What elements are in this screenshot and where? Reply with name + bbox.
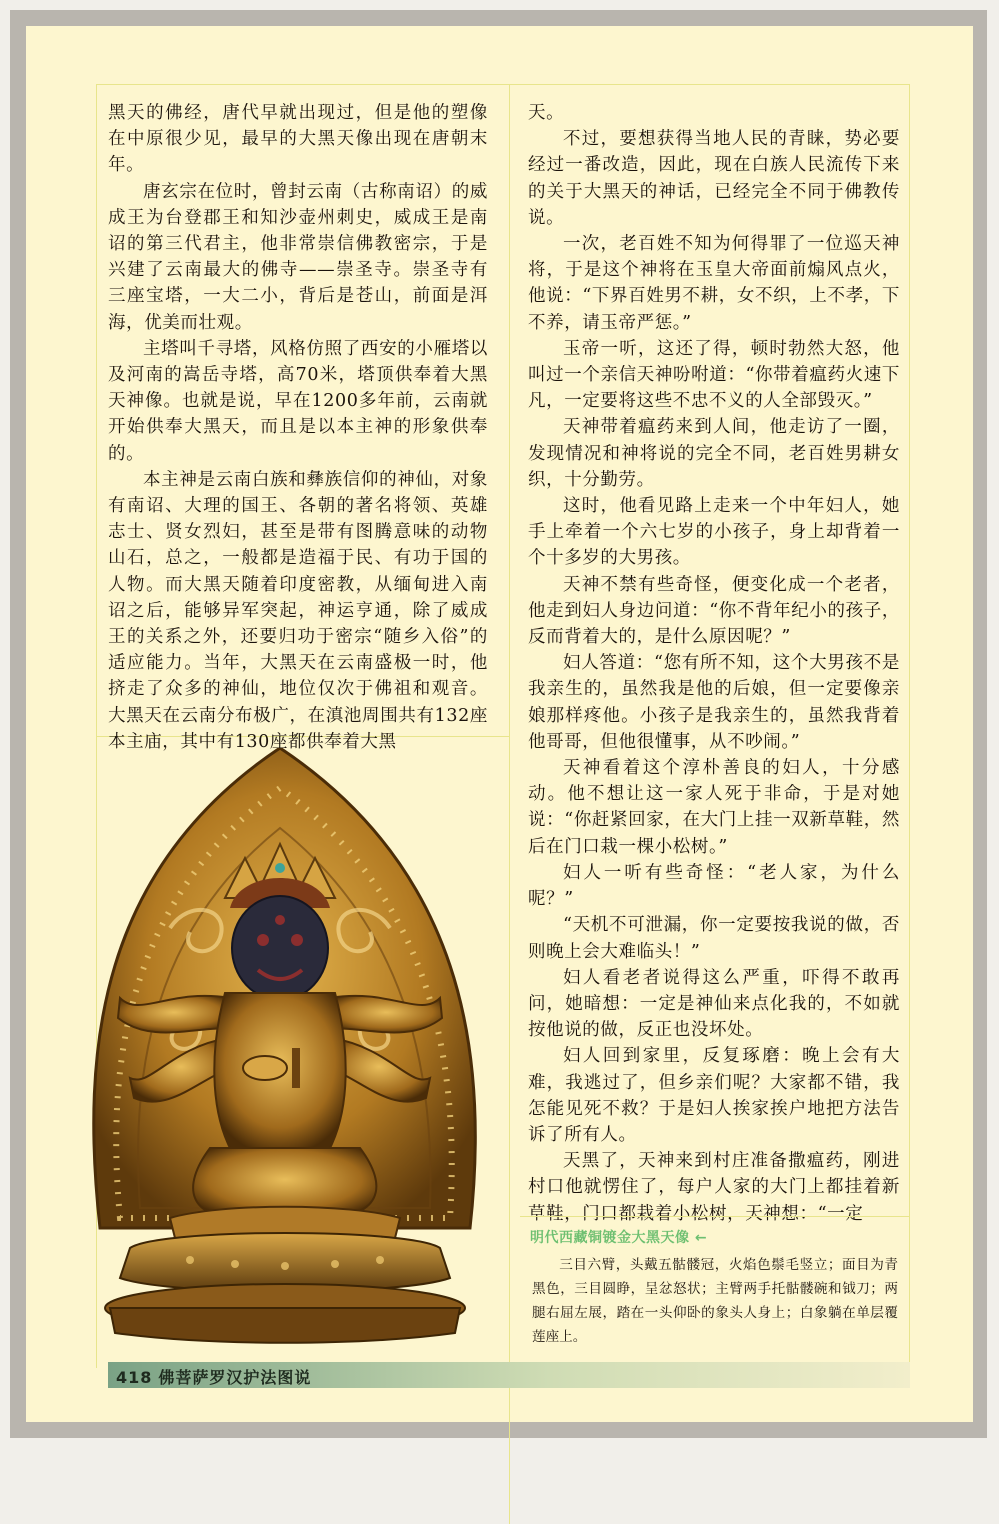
paragraph: 天。 (528, 103, 565, 123)
paragraph: 一次，老百姓不知为何得罪了一位巡天神将，于是这个神将在玉皇大帝面前煽风点火，他说：“下界百姓男不耕，女不织，上不孝，下不养，请玉帝严惩。” (528, 234, 900, 333)
page-footer (116, 1365, 311, 1388)
paragraph: 妇人一听有些奇怪：“老人家，为什么呢？” (528, 862, 900, 910)
mahakala-statue-image (60, 748, 510, 1348)
paragraph: 天神不禁有些奇怪，便变化成一个老者，他走到妇人身边问道：“你不背年纪小的孩子，反而背着大的，是什么原因呢？” (528, 574, 900, 648)
paragraph: 本主神是云南白族和彝族信仰的神仙，对象有南诏、大理的国王、各朝的著名将领、英雄志士、贤女烈妇，甚至是带有图腾意味的动物山石，总之，一般都是造福于民、有功于国的人物。而大黑天随着印度密教，从缅甸进入南诏之后，能够异军突起，神运亨通，除了威成王的关系之外，还要归功于密宗“随乡入俗”的适应能力。当年，大黑天在云南盛极一时，他挤走了众多的神仙，地位仅次于佛祖和观音。大黑天在云南分布极广，在滇池周围共有132座本主庙，其中有130座都供奉着大黑 (108, 469, 488, 752)
paragraph: 妇人答道：“您有所不知，这个大男孩不是我亲生的，虽然我是他的后娘，但一定要像亲娘那样疼他。小孩子是我亲生的，虽然我背着他哥哥，但他很懂事，从不吵闹。” (528, 653, 900, 752)
paragraph: 这时，他看见路上走来一个中年妇人，她手上牵着一个六七岁的小孩子，身上却背着一个十多岁的大男孩。 (528, 496, 900, 569)
caption-body: 三目六臂，头戴五骷髅冠，火焰色鬃毛竖立；面目为青黑色，三目圆睁，呈忿怒状；主臂两手托骷髅碗和钺刀；两腿右屈左展，踏在一头仰卧的象头人身上；白象躺在单层覆莲座上。 (532, 1257, 898, 1345)
right-text-column (528, 100, 900, 1227)
paragraph: 玉帝一听，这还了得，顿时勃然大怒，他叫过一个亲信天神吩咐道：“你带着瘟药火速下凡，一定要将这些不忠不义的人全部毁灭。” (528, 338, 900, 412)
paragraph: 天神看着这个淳朴善良的妇人，十分感动。他不想让这一家人死于非命，于是对她说：“你赶紧回家，在大门上挂一双新草鞋，然后在门口栽一棵小松树。” (528, 758, 900, 857)
paragraph: “天机不可泄漏，你一定要按我说的做，否则晚上会大难临头！” (528, 915, 900, 962)
right-margin-rule (909, 84, 910, 1368)
page-number: 418 (116, 1368, 153, 1387)
paragraph: 主塔叫千寻塔，风格仿照了西安的小雁塔以及河南的嵩岳寺塔，高70米，塔顶供奉着大黑天神像。也就是说，早在1200多年前，云南就开始供奉大黑天，而且是以本主神的形象供奉的。 (108, 338, 488, 464)
left-text-column (108, 100, 488, 755)
paragraph: 天神带着瘟药来到人间，他走访了一圈，发现情况和神将说的完全不同，老百姓男耕女织，十分勤劳。 (528, 417, 900, 490)
paragraph: 妇人看老者说得这么严重，吓得不敢再问，她暗想：一定是神仙来点化我的，不如就按他说的做，反正也没坏处。 (528, 967, 900, 1041)
face-shape (232, 896, 328, 1000)
paragraph: 唐玄宗在位时，曾封云南（古称南诏）的威成王为台登郡王和知沙壶州刺史，威成王是南诏的第三代君主，他非常崇信佛教密宗，于是兴建了云南最大的佛寺——崇圣寺。崇圣寺有三座宝塔，一大二小，背后是苍山，前面是洱海，优美而壮观。 (108, 181, 488, 333)
top-rule (96, 84, 910, 85)
paragraph: 天黑了，天神来到村庄准备撒瘟药，刚进村口他就愣住了，每户人家的大门上都挂着新草鞋，门口都栽着小松树，天神想：“一定 (528, 1151, 900, 1224)
image-caption (520, 1216, 909, 1363)
paragraph: 不过，要想获得当地人民的青睐，势必要经过一番改造，因此，现在白族人民流传下来的关于大黑天的神话，已经完全不同于佛教传说。 (528, 129, 900, 228)
paragraph: 妇人回到家里，反复琢磨：晚上会有大难，我逃过了，但乡亲们呢？大家都不错，我怎能见死不救？于是妇人挨家挨户地把方法告诉了所有人。 (528, 1046, 900, 1145)
paragraph: 黑天的佛经，唐代早就出现过，但是他的塑像在中原很少见，最早的大黑天像出现在唐朝末年。 (108, 103, 488, 176)
book-title: 佛菩萨罗汉护法图说 (158, 1368, 312, 1387)
statue-illustration (60, 748, 510, 1348)
caption-title: 明代西藏铜镀金大黑天像 ← (530, 1230, 708, 1246)
